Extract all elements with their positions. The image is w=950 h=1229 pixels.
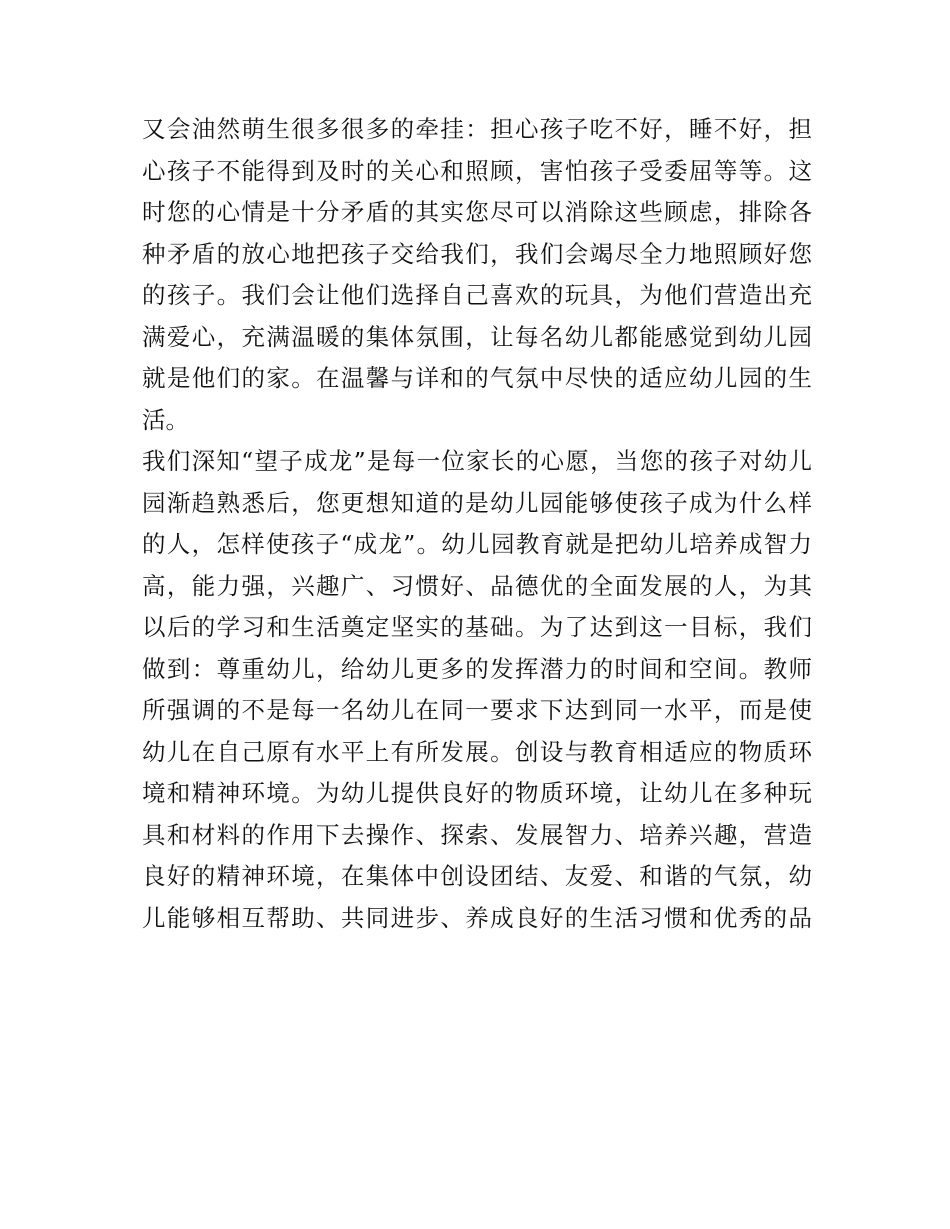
text-line: 高，能力强，兴趣广、习惯好、品德优的全面发展的人，为其 xyxy=(142,571,812,600)
text-line: 的人，怎样使孩子“成龙”。幼儿园教育就是把幼儿培养成智力 xyxy=(142,530,812,558)
text-line: 园渐趋熟悉后，您更想知道的是幼儿园能够使孩子成为什么样 xyxy=(142,488,812,517)
text-line: 境和精神环境。为幼儿提供良好的物质环境，让幼儿在多种玩 xyxy=(142,779,812,807)
text-line: 满爱心，充满温暖的集体氛围，让每名幼儿都能感觉到幼儿园 xyxy=(142,322,812,351)
text-line: 又会油然萌生很多很多的牵挂：担心孩子吃不好，睡不好，担 xyxy=(142,115,812,143)
text-line: 心孩子不能得到及时的关心和照顾，害怕孩子受委屈等等。这 xyxy=(142,156,812,185)
text-line: 幼儿在自己原有水平上有所发展。创设与教育相适应的物质环 xyxy=(142,737,812,766)
text-line: 就是他们的家。在温馨与详和的气氛中尽快的适应幼儿园的生 xyxy=(142,364,812,392)
text-line: 以后的学习和生活奠定坚实的基础。为了达到这一目标，我们 xyxy=(142,613,812,641)
text-line: 的孩子。我们会让他们选择自己喜欢的玩具，为他们营造出充 xyxy=(142,281,812,309)
body-text xyxy=(142,109,812,939)
text-line: 具和材料的作用下去操作、探索、发展智力、培养兴趣，营造 xyxy=(142,820,812,849)
text-line: 儿能够相互帮助、共同进步、养成良好的生活习惯和优秀的品 xyxy=(142,903,812,932)
text-line: 我们深知“望子成龙”是每一位家长的心愿，当您的孩子对幼儿 xyxy=(142,447,812,475)
text-line: 时您的心情是十分矛盾的其实您尽可以消除这些顾虑，排除各 xyxy=(142,198,812,226)
text-line: 所强调的不是每一名幼儿在同一要求下达到同一水平，而是使 xyxy=(142,696,812,724)
text-line: 良好的精神环境，在集体中创设团结、友爱、和谐的气氛，幼 xyxy=(142,862,812,890)
text-line: 活。 xyxy=(142,405,189,434)
text-line: 种矛盾的放心地把孩子交给我们，我们会竭尽全力地照顾好您 xyxy=(142,239,812,268)
text-line: 做到：尊重幼儿，给幼儿更多的发挥潜力的时间和空间。教师 xyxy=(142,654,812,683)
